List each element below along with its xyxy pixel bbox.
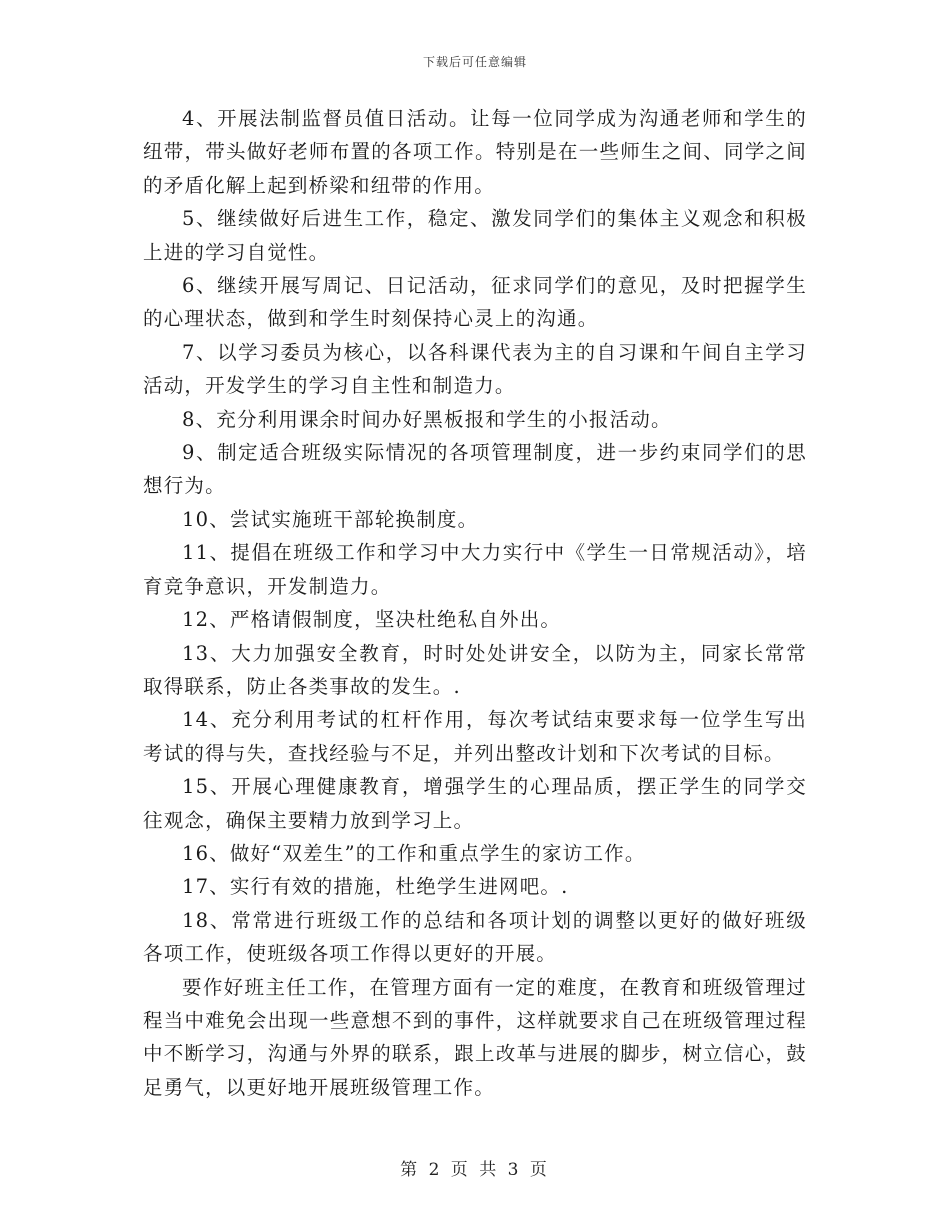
page-number-footer: 第 2 页 共 3 页 — [400, 1160, 550, 1180]
paragraph-item-17: 17、实行有效的措施，杜绝学生进网吧。. — [182, 875, 569, 899]
paragraph-item-16: 16、做好“双差生”的工作和重点学生的家访工作。 — [182, 841, 646, 865]
paragraph-item-13: 13、大力加强安全教育，时时处处讲安全，以防为主，同家长常常取得联系，防止各类事故的发生。. — [143, 641, 807, 698]
paragraph-item-6: 6、继续开展写周记、日记活动，征求同学们的意见，及时把握学生的心理状态，做到和学生时刻保持心灵上的沟通。 — [143, 274, 807, 331]
paragraph-item-8: 8、充分利用课余时间办好黑板报和学生的小报活动。 — [182, 407, 672, 431]
paragraph-item-11: 11、提倡在班级工作和学习中大力实行中《学生一日常规活动》，培育竞争意识，开发制造力。 — [143, 541, 807, 598]
document-body — [143, 102, 807, 1104]
paragraph-item-5: 5、继续做好后进生工作，稳定、激发同学们的集体主义观念和积极上进的学习自觉性。 — [143, 207, 807, 264]
paragraph-conclusion: 要作好班主任工作，在管理方面有一定的难度，在教育和班级管理过程当中难免会出现一些意想不到的事件，这样就要求自己在班级管理过程中不断学习，沟通与外界的联系，跟上改革与进展的脚步，树立信心，鼓足勇气，以更好地开展班级管理工作。 — [143, 975, 807, 1099]
paragraph-item-18: 18、常常进行班级工作的总结和各项计划的调整以更好的做好班级各项工作，使班级各项工作得以更好的开展。 — [143, 908, 807, 966]
paragraph-item-12: 12、严格请假制度，坚决杜绝私自外出。 — [182, 608, 562, 632]
paragraph-item-10: 10、尝试实施班干部轮换制度。 — [182, 507, 479, 531]
paragraph-item-9: 9、制定适合班级实际情况的各项管理制度，进一步约束同学们的思想行为。 — [143, 441, 807, 498]
paragraph-item-15: 15、开展心理健康教育，增强学生的心理品质，摆正学生的同学交往观念，确保主要精力放到学习上。 — [143, 775, 807, 832]
page-header-note: 下载后可任意编辑 — [422, 55, 527, 69]
paragraph-item-7: 7、以学习委员为核心，以各科课代表为主的自习课和午间自主学习活动，开发学生的学习自主性和制造力。 — [143, 340, 807, 398]
paragraph-item-14: 14、充分利用考试的杠杆作用，每次考试结束要求每一位学生写出考试的得与失，查找经验与不足，并列出整改计划和下次考试的目标。 — [143, 708, 807, 765]
paragraph-item-4: 4、开展法制监督员值日活动。让每一位同学成为沟通老师和学生的纽带，带头做好老师布置的各项工作。特别是在一些师生之间、同学之间的矛盾化解上起到桥梁和纽带的作用。 — [143, 107, 807, 197]
